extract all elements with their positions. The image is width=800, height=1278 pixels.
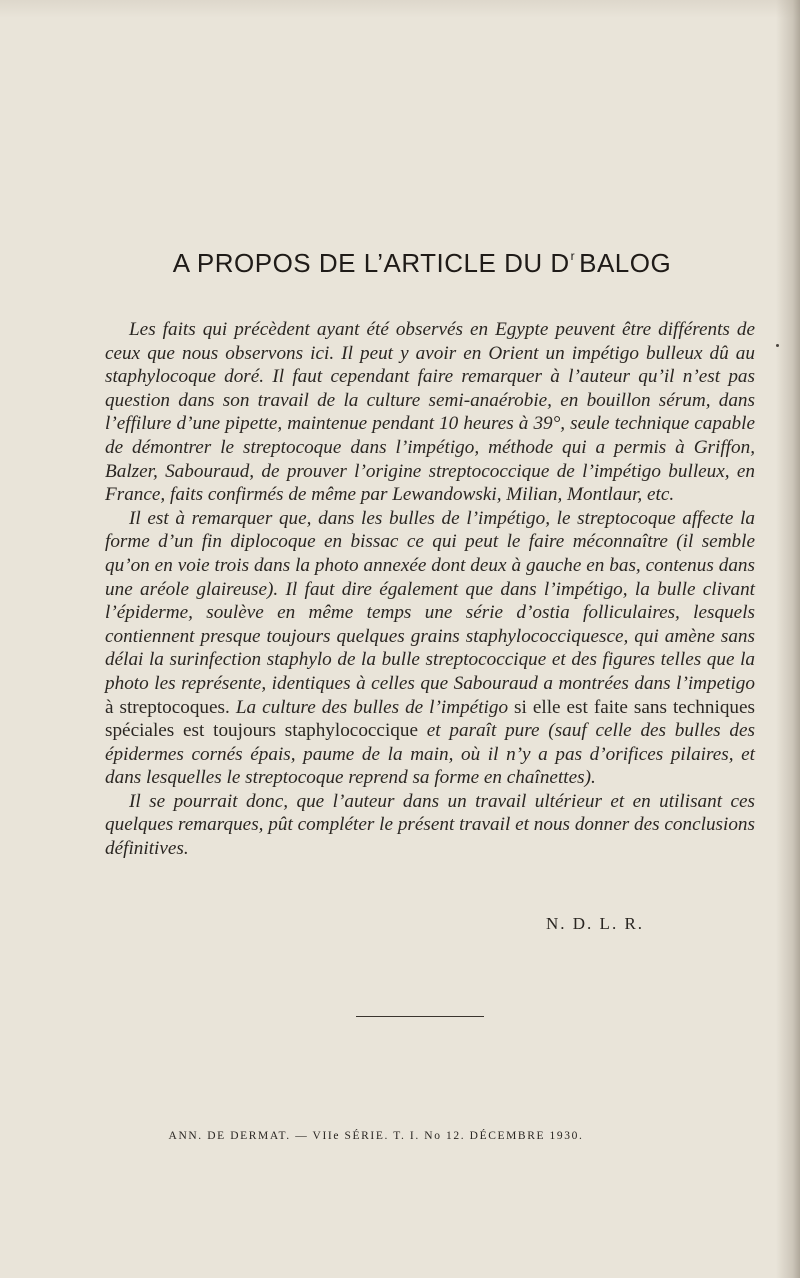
paragraph-3: Il se pourrait donc, que l’auteur dans un travail ultérieur et en utilisant ces quelques remarques, pût compléter le présent travail et nous donner des conclusions définitives. — [105, 790, 755, 860]
paragraph-2-part-2: La culture des bulles de l’impétigo — [235, 696, 509, 718]
paragraph-2-part-3: et paraît pure (sauf celle des bulles des épidermes cornés épais, paume de la main, où il n’y a pas d’orifices pilaires, et dans lesquelles le streptocoque reprend sa forme en chaînettes). — [105, 720, 755, 789]
paragraph-2 — [105, 507, 755, 790]
paragraph-2-roman-2: si elle est faite sans techniques spéciales est toujours staphylococcique — [105, 696, 755, 742]
title-main: A PROPOS DE L’ARTICLE DU D — [172, 248, 570, 278]
paper-speck — [776, 344, 779, 347]
paragraph-2-part-1: Il est à remarquer que, dans les bulles de l’impétigo, le streptocoque affecte la forme d’un fin diplocoque en bissac ce qui peut le faire méconnaître (il semble qu’on en voie trois dans la photo annexée dont deux à gauche en bas, contenus dans une aréole glaireuse). Il faut dire également que dans l’impétigo, la bulle clivant l’épiderme, soulève en même temps une série d’ostia folliculaires, lesquels contiennent presque toujours quelques grains staphylococciquesce, qui amène sans délai la surinfection staphylo de la bulle streptococcique et des figures telles que la photo les représente, identiques à celles que Sabouraud a montrées dans l’impetigo — [105, 507, 755, 694]
signature: N. D. L. R. — [546, 914, 645, 933]
title-end: BALOG — [579, 248, 672, 278]
paragraph-1: Les faits qui précèdent ayant été observés en Egypte peuvent être différents de ceux que nous observons ici. Il peut y avoir en Orient un impétigo bulleux dû au staphylocoque doré. Il faut cependant faire remarquer à l’auteur qu’il n’est pas question dans son travail de la culture semi-anaérobie, en bouillon sérum, dans l’effilure d’une pipette, maintenue pendant 10 heures à 39°, seule technique capable de démontrer le streptocoque dans l’impétigo, méthode qui a permis à Griffon, Balzer, Sabouraud, de prouver l’origine streptococcique de l’impétigo bulleux, en France, faits confirmés de même par Lewandowski, Milian, Montlaur, etc. — [105, 319, 755, 506]
page-edge-shadow — [776, 0, 800, 1278]
article-body — [105, 318, 755, 861]
paragraph-2-roman-1: à streptocoques. — [105, 696, 236, 718]
article-title — [0, 248, 800, 279]
page-edge-shadow-top — [0, 0, 800, 18]
footer-citation: ANN. DE DERMAT. — VIIe SÉRIE. T. I. No 12. DÉCEMBRE 1930. — [168, 1130, 584, 1142]
divider-rule — [356, 1016, 484, 1017]
title-superscript: r — [570, 249, 576, 263]
